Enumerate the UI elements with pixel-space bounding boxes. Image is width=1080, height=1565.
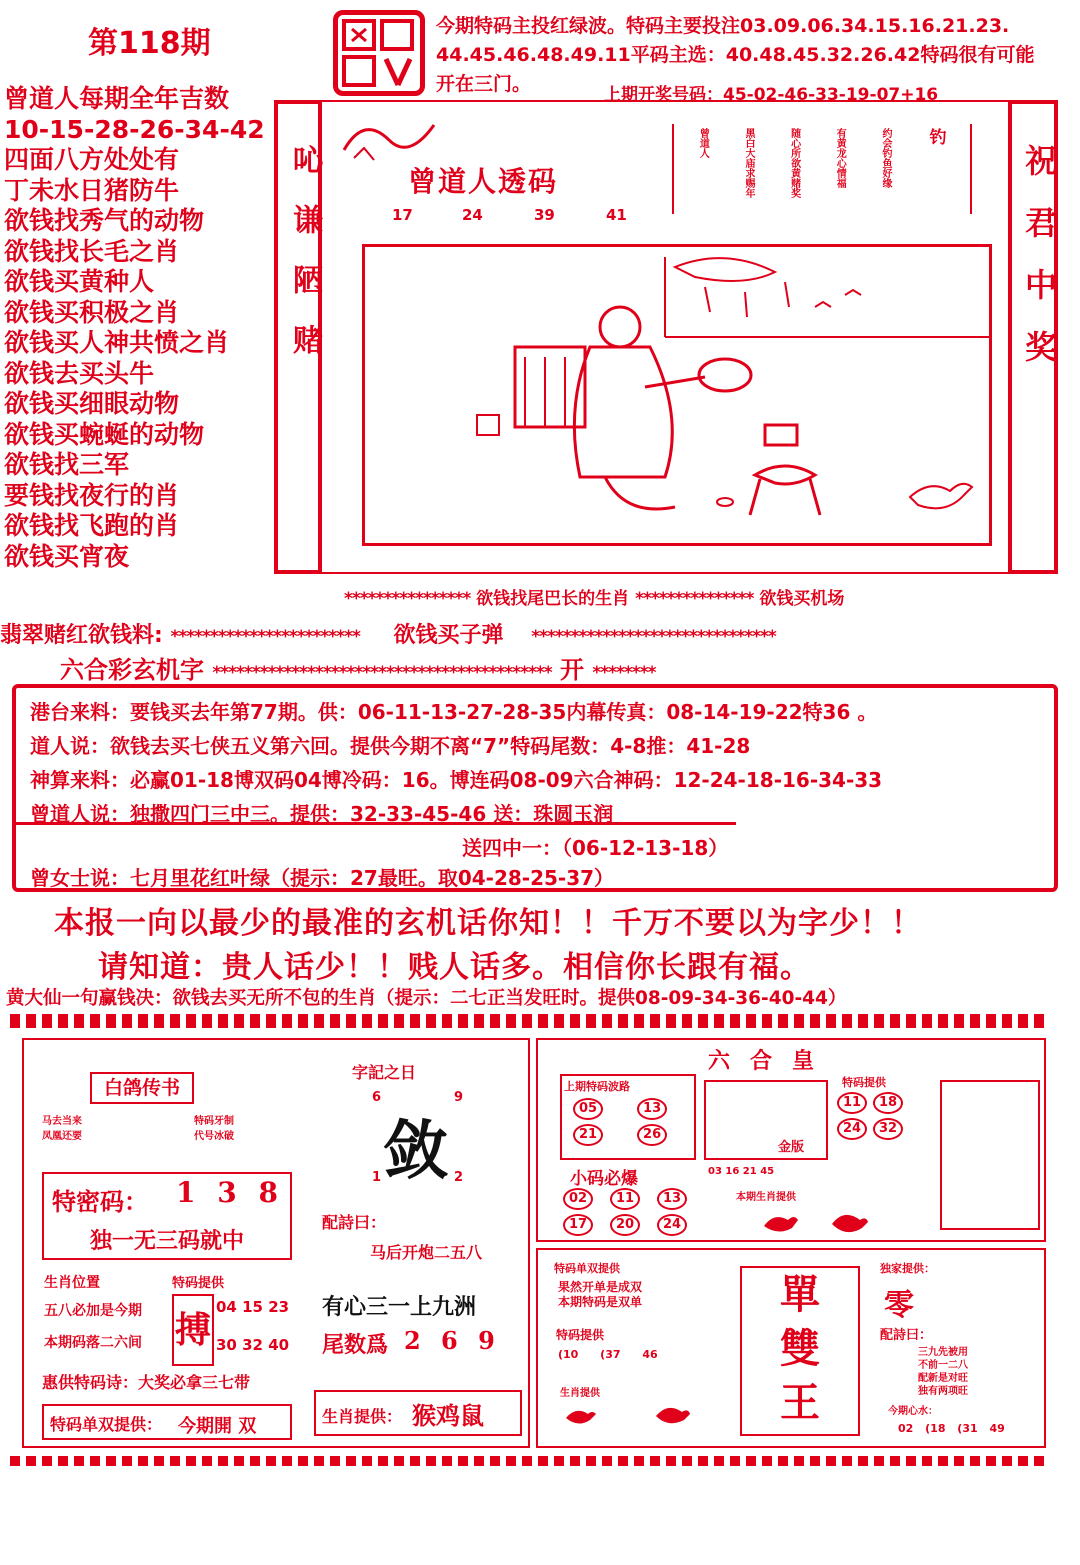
small-ball: 17 — [563, 1214, 593, 1236]
liuhehuang-panel — [536, 1038, 1046, 1242]
list-item: 10-15-28-26-34-42 — [4, 114, 265, 144]
wave-ball: 13 — [637, 1098, 667, 1120]
list-item: 要钱找夜行的肖 — [4, 480, 180, 510]
zodiac-label: 生肖提供： — [322, 1407, 403, 1426]
slogan-line-1: 本报一向以最少的最准的玄机话你知！！千万不要以为字少！！ — [54, 906, 922, 941]
info-line-6: 曾女士说：七月里花红叶绿（提示：27最旺。取04-28-25-37） — [30, 866, 615, 890]
small-ball: 02 — [563, 1188, 593, 1210]
huang-line: 黄大仙一句赢钱决：欲钱去买无所不包的生肖（提示：二七正当发旺时。提供08-09-34-36-40-44） — [6, 988, 847, 1009]
ben-line: 本期生肖提供 — [736, 1192, 796, 1203]
poem-col: 约会钓鱼好缘 — [879, 128, 891, 188]
stars-row-2-label: 翡翠赌红欲钱料: — [0, 623, 163, 648]
issue-number: 第118期 — [88, 26, 211, 61]
zodiac-box — [314, 1390, 522, 1436]
tema-ball: 24 — [837, 1118, 867, 1140]
ds-left-lines: 果然开单是成双 本期特码是双单 — [558, 1280, 643, 1309]
scroll-number: 17 — [392, 206, 413, 224]
dan-shuang-wang — [740, 1266, 860, 1436]
ds-right-title: 独家提供： — [880, 1262, 935, 1275]
lucky-line: 有心三一上九洲 — [322, 1295, 477, 1320]
info-divider — [16, 822, 736, 825]
scroll-poem — [672, 124, 972, 214]
tail-label: 尾数爲 — [322, 1333, 389, 1358]
digit-1: 1 — [372, 1170, 382, 1185]
tema-ball: 11 — [837, 1092, 867, 1114]
scroll-right-text: 祝君中奖 — [1020, 144, 1058, 392]
single-box — [42, 1404, 292, 1440]
tema-box — [42, 1172, 292, 1260]
seal-logo — [333, 10, 425, 96]
wave-box — [560, 1074, 696, 1160]
ds-tema-nums: (10 (37 46 — [558, 1348, 658, 1361]
small-title: 小码必爆 — [570, 1169, 638, 1189]
ds-pei-line: 三九先被用 — [918, 1347, 968, 1358]
ornament-border — [10, 1014, 1046, 1028]
seal-icon — [338, 15, 420, 91]
liuhehuang-title: 六合皇 — [708, 1048, 835, 1074]
info-line-2: 道人说：欲钱去买七侠五义第六回。提供今期不离“7”特码尾数：4-8推：41-28 — [30, 734, 751, 758]
list-item: 曾道人每期全年吉数 — [4, 84, 230, 113]
ornament-border-bottom — [10, 1456, 1046, 1466]
ds-xin-label: 今期心水： — [888, 1406, 938, 1417]
golden-label: 金版 — [778, 1140, 805, 1155]
left-clue-list — [4, 84, 265, 572]
list-item: 欲钱买积极之肖 — [4, 297, 180, 327]
tema-ball-box — [834, 1074, 930, 1164]
poem-col: 黑白大庙求赐年 — [742, 128, 754, 198]
book-left-note: 马去当来 凤凰还要 — [42, 1116, 82, 1142]
digit-9: 9 — [454, 1090, 464, 1105]
bo-title: 特码提供 — [172, 1276, 225, 1291]
ds-left-title: 特码单双提供 — [554, 1262, 620, 1275]
book-right-note: 特码牙制 代号冰破 — [194, 1116, 234, 1142]
single-label: 特码单双提供： — [50, 1415, 163, 1434]
wave-title: 上期特码波路 — [564, 1080, 630, 1093]
golden-box — [704, 1080, 828, 1160]
tema-label: 特密码： — [52, 1188, 148, 1216]
small-ball: 13 — [657, 1188, 687, 1210]
ds-pei-line: 配新是对旺 — [918, 1373, 968, 1384]
digit-2: 2 — [454, 1170, 464, 1185]
right-poem-box — [940, 1080, 1040, 1230]
info-box — [12, 684, 1058, 892]
info-line-1: 港台来料：要钱买去年第77期。供：06-11-13-27-28-35内幕传真：08-14-19-22特36 。 — [30, 700, 878, 724]
list-item: 欲钱买人神共愤之肖 — [4, 328, 230, 357]
stars-row-3-label: 六合彩玄机字 — [60, 656, 204, 684]
list-item: 欲钱买宵夜 — [4, 541, 130, 571]
scroll-number: 41 — [606, 206, 627, 224]
poem-col: 有黄龙心情福 — [834, 128, 846, 188]
info-line-5: 送四中一：（06-12-13-18） — [462, 836, 729, 860]
tema-ball: 18 — [873, 1092, 903, 1114]
stars-row-3: 六合彩玄机字 ******************************************* 开 ******** — [60, 656, 656, 684]
ds-right-char: 零 — [884, 1288, 914, 1323]
ds-xin-nums: 02 (18 (31 49 — [898, 1422, 1005, 1435]
ds-pei-line: 独有两项旺 — [918, 1386, 968, 1397]
notice-line-1: 今期特码主投红绿波。特码主要投注03.09.06.34.15.16.21.23. — [436, 15, 1010, 37]
info-line-3: 神算来料：必赢01-18博双码04博冷码：16。博连码08-09六合神码：12-24-18-16-34-33 — [30, 768, 883, 792]
book-title: 白鸽传书 — [90, 1072, 194, 1104]
tail-value: 2 6 9 — [404, 1326, 501, 1355]
single-value: 今期開 双 — [178, 1416, 257, 1437]
tema-ball-title: 特码提供 — [842, 1076, 886, 1089]
notice-line-2: 44.45.46.48.49.11平码主选：40.48.45.32.26.42特码很有可能 — [436, 44, 1035, 66]
stars-row-1-right: 欲钱买机场 — [759, 589, 845, 609]
zodiac-pair-icon — [560, 1400, 710, 1430]
sage-scene-icon — [365, 247, 989, 543]
slogan-line-2: 请知道：贵人话少！！贱人话多。相信你长跟有福。 — [98, 950, 811, 985]
bo-nums-1: 04 15 23 — [216, 1298, 290, 1316]
small-ball: 24 — [657, 1214, 687, 1236]
scroll-illustration — [362, 244, 992, 546]
ds-pei-line: 不前一二八 — [918, 1360, 968, 1371]
list-item: 欲钱找三军 — [4, 450, 130, 479]
list-item: 欲钱找飞跑的肖 — [4, 511, 180, 540]
list-item: 欲钱买蜿蜒的动物 — [4, 419, 205, 449]
pei-label: 配詩曰： — [322, 1213, 387, 1232]
wave-ball: 26 — [637, 1124, 667, 1146]
wave-ball: 05 — [573, 1098, 603, 1120]
ds-sx-title: 生肖提供 — [560, 1388, 600, 1399]
bo-char: 搏 — [172, 1294, 214, 1366]
scroll-right-roller — [1008, 100, 1058, 574]
char-head: 字記之日 — [352, 1063, 417, 1082]
list-item: 欲钱找长毛之肖 — [4, 236, 180, 266]
pei-text: 马后开炮二五八 — [370, 1243, 483, 1262]
tema-ball: 32 — [873, 1118, 903, 1140]
stars-row-3-text: 开 — [560, 656, 584, 684]
zodiac-animal-icon — [758, 1204, 878, 1238]
big-character: 敛 — [384, 1114, 448, 1189]
dsw-char: 單 — [780, 1271, 820, 1318]
info-line-4: 曾道人说：独撒四门三中三。提供：32-33-45-46 送：珠圆玉润 — [30, 802, 614, 826]
sx-line-2: 本期码落二六间 — [44, 1335, 142, 1351]
digit-6: 6 — [372, 1090, 382, 1105]
sx-title: 生肖位置 — [44, 1275, 100, 1291]
wave-ball: 21 — [573, 1124, 603, 1146]
bottom-left-panel — [22, 1038, 530, 1448]
stars-row-2: 翡翠赌红欲钱料: ************************ 欲钱买子弹 ******************************* — [0, 623, 776, 648]
poem-col: 随心所欲黄赌奖 — [788, 128, 800, 198]
scroll-panel — [322, 100, 1008, 574]
small-ball: 20 — [610, 1214, 640, 1236]
tema-value: 1 3 8 — [176, 1176, 284, 1209]
stars-row-2-text: 欲钱买子弹 — [393, 623, 504, 648]
dsw-char: 雙 — [780, 1325, 820, 1372]
sx-line-1: 五八必加是今期 — [44, 1303, 142, 1319]
list-item: 欲钱买黄种人 — [4, 267, 155, 296]
list-item: 丁未水日猪防牛 — [4, 175, 180, 205]
dsw-char: 王 — [780, 1379, 820, 1426]
small-ball: 11 — [610, 1188, 640, 1210]
jin-nums: 03 16 21 45 — [708, 1166, 775, 1177]
scroll-left-text: 吣谦陋赌 — [287, 144, 322, 384]
last-draw: 上期开奖号码：45-02-46-33-19-07+16 — [604, 85, 939, 105]
list-item: 四面八方处处有 — [4, 145, 180, 174]
poem-line: 惠供特码诗：大奖必拿三七带 — [42, 1373, 251, 1392]
list-item: 欲钱找秀气的动物 — [4, 206, 205, 235]
bo-nums-2: 30 32 40 — [216, 1336, 290, 1354]
scroll-number: 39 — [534, 206, 555, 224]
poem-col: 钓 — [925, 128, 946, 145]
poem-col: 曾道人 — [697, 128, 709, 158]
list-item: 欲钱去买头牛 — [4, 358, 155, 388]
scroll-title: 曾道人透码 — [408, 165, 559, 198]
ds-tema-title: 特码提供 — [556, 1328, 605, 1342]
list-item: 欲钱买细眼动物 — [4, 389, 180, 418]
danshuang-panel — [536, 1248, 1046, 1448]
stars-row-1-text: 欲钱找尾巴长的生肖 — [476, 589, 630, 609]
zodiac-value: 猴鸡鼠 — [412, 1402, 484, 1430]
scroll-left-roller — [274, 100, 322, 574]
tema-sub: 独一无三码就中 — [90, 1229, 245, 1254]
ds-pei-label: 配詩曰： — [880, 1328, 933, 1343]
notice-line-3: 开在三门。 — [436, 73, 532, 95]
stars-row-1: **************** 欲钱找尾巴长的生肖 *************** 欲钱买机场 — [344, 589, 845, 609]
scroll-number: 24 — [462, 206, 483, 224]
